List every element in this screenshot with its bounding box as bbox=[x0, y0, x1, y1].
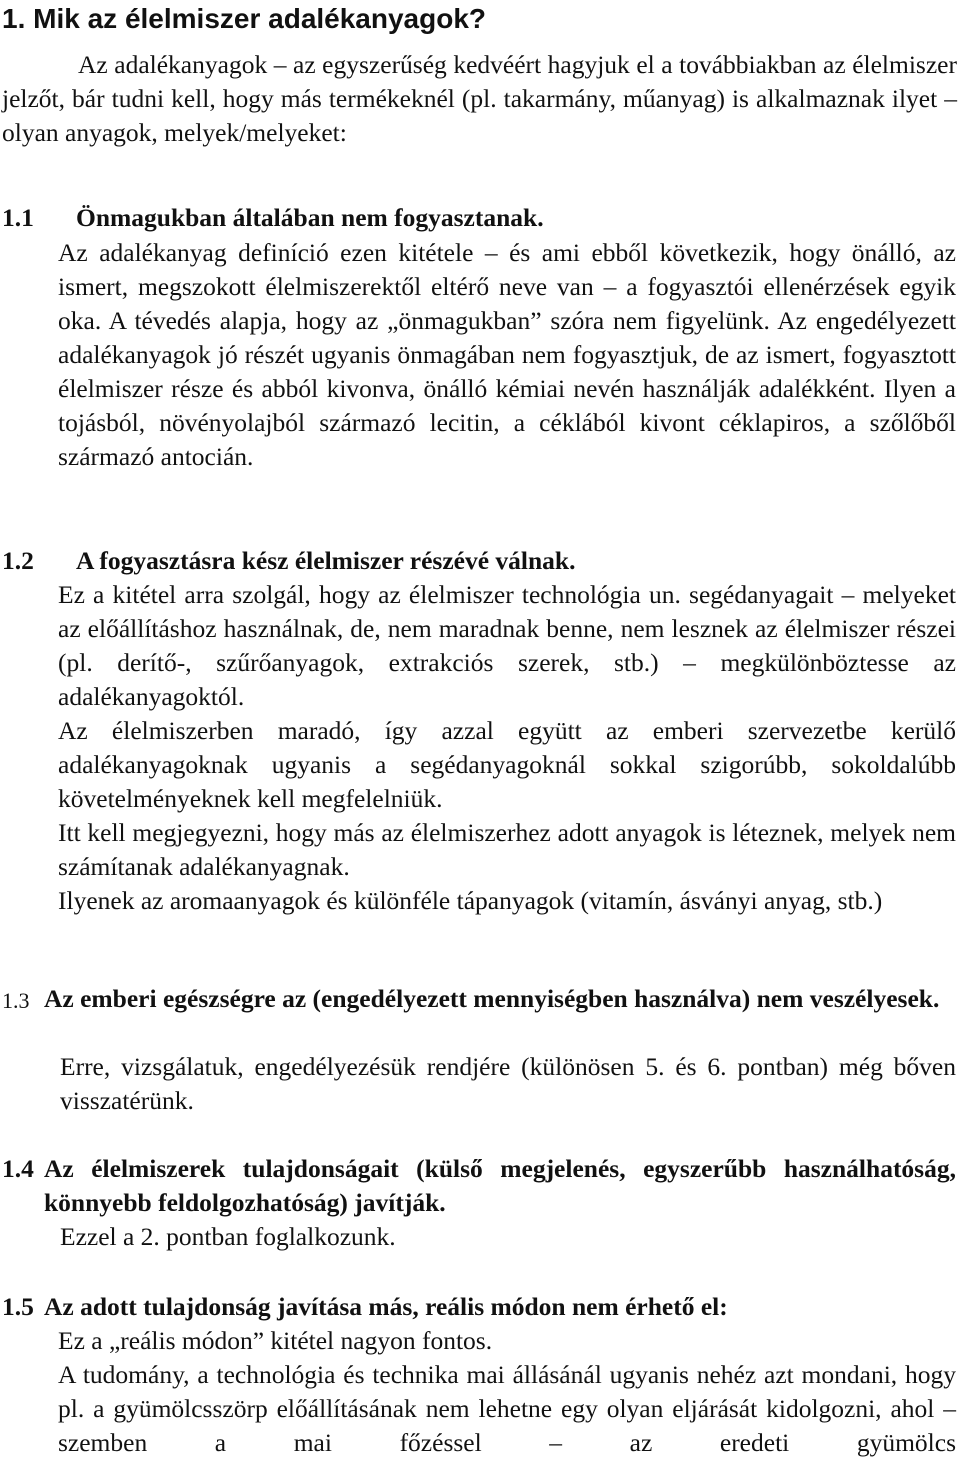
section-1-4-paragraph: Ezzel a 2. pontban foglalkozunk. bbox=[60, 1222, 396, 1251]
section-1-1-heading: Önmagukban általában nem fogyasztanak. bbox=[76, 203, 544, 232]
section-1-5-heading: Az adott tulajdonság javítása más, reális módon nem érhető el: bbox=[44, 1292, 728, 1321]
page-title: 1. Mik az élelmiszer adalékanyagok? bbox=[2, 3, 487, 34]
section-1-1-paragraph: Az adalékanyag definíció ezen kitétele – és ami ebből következik, hogy önálló, az ismert, megszokott élelmiszerektől eltérő neve van – a fogyasztói ellenérzések egyik oka. A tévedés alapja, hogy az „önmagukban” szóra nem figyelünk. Az engedélyezett adalékanyagok jó részét ugyanis önmagában nem fogyasztjuk, de az ismert, fogyasztott élelmiszer része és abból kivonva, önálló kémiai nevén használják adalékként. Ilyen a tojásból, növényolajból származó lecitin, a céklából kivont céklapiros, a szőlőből származó antocián. bbox=[58, 238, 956, 471]
section-1-5-paragraph-2: A tudomány, a technológia és technika mai állásánál ugyanis nehéz azt mondani, hogy pl. a gyümölcsszörp előállításának nem lehetne egy olyan eljárását kidolgozni, ahol – szemben a mai főzéssel – az eredeti gyümölcs bbox=[58, 1360, 956, 1457]
section-1-4-heading: Az élelmiszerek tulajdonságait (külső megjelenés, egyszerűbb használhatóság, könnyebb feldolgozhatóság) javítják. bbox=[44, 1154, 956, 1217]
section-1-2-paragraph-4: Ilyenek az aromaanyagok és különféle tápanyagok (vitamín, ásványi anyag, stb.) bbox=[58, 886, 883, 915]
section-1-2-number: 1.2 bbox=[2, 546, 34, 575]
section-1-3-paragraph: Erre, vizsgálatuk, engedélyezésük rendjére (különösen 5. és 6. pontban) még bőven visszatérünk. bbox=[60, 1052, 956, 1115]
section-1-2-paragraph-2: Az élelmiszerben maradó, így azzal együtt az emberi szervezetbe kerülő adalékanyagoknak ugyanis a segédanyagoknál sokkal szigorúbb, sokoldalúbb követelményeknek kell megfelelniük. bbox=[58, 716, 956, 813]
section-1-3-heading: Az emberi egészségre az (engedélyezett mennyiségben használva) nem veszélyesek. bbox=[44, 984, 940, 1013]
section-1-1-number: 1.1 bbox=[2, 203, 34, 232]
section-1-4-number: 1.4 bbox=[2, 1154, 34, 1183]
section-1-2-paragraph-1: Ez a kitétel arra szolgál, hogy az élelmiszer technológia un. segédanyagait – melyeket az előállításhoz használnak, de, nem maradnak benne, nem lesznek az élelmiszer részei (pl. derítő-, szűrőanyagok, extrakciós szerek, stb.) – megkülönböztesse az adalékanyagoktól. bbox=[58, 580, 956, 711]
section-1-2-heading: A fogyasztásra kész élelmiszer részévé válnak. bbox=[76, 546, 576, 575]
section-1-3-number: 1.3 bbox=[2, 988, 30, 1013]
section-1-5-paragraph-1: Ez a „reális módon” kitétel nagyon fontos. bbox=[58, 1326, 493, 1355]
section-1-2-paragraph-3: Itt kell megjegyezni, hogy más az élelmiszerhez adott anyagok is léteznek, melyek nem számítanak adalékanyagnak. bbox=[58, 818, 956, 881]
intro-paragraph: Az adalékanyagok – az egyszerűség kedvéért hagyjuk el a továbbiakban az élelmiszer jelzőt, bár tudni kell, hogy más termékeknél (pl. takarmány, műanyag) is alkalmaznak ilyet – olyan anyagok, melyek/melyeket: bbox=[2, 50, 957, 147]
section-1-5-number: 1.5 bbox=[2, 1292, 34, 1321]
